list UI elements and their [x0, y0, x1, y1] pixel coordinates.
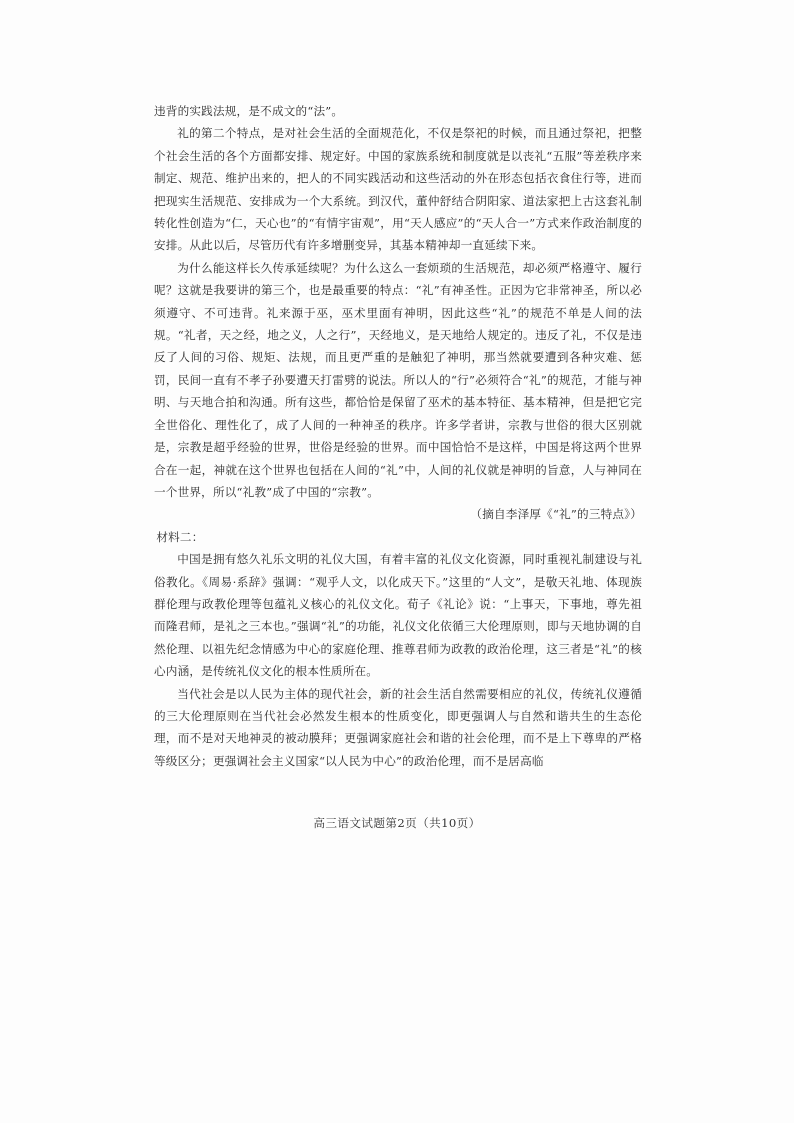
paragraph-continuation: 违背的实践法规，是不成文的“法”。 [154, 104, 344, 118]
paragraph-material-two-second: 当代社会是以人民为主体的现代社会，新的社会生活自然需要相应的礼仪，传统礼仪遵循的三大伦理原则在当代社会必然发生根本的性质变化，即更强调人与自然和谐共生的生态伦理，而不是对天地神灵的被动膜拜；更强调家庭社会和谐的社会伦理，而不是上下尊卑的严格等级区分；更强调社会主义国家“以人民为中心”的政治伦理，而不是居高临 [154, 686, 642, 768]
paragraph-material-two-first: 中国是拥有悠久礼乐文明的礼仪大国，有着丰富的礼仪文化资源，同时重视礼制建设与礼俗教化。《周易·系辞》强调：“观乎人文，以化成天下。”这里的“人文”，是敬天礼地、体现族群伦理与政教伦理等包蕴礼义核心的礼仪文化。荀子《礼论》说：“上事天，下事地，尊先祖而隆君师，是礼之三本也。”强调“礼”的功能，礼仪文化依循三大伦理原则，即与天地协调的自然伦理、以祖先纪念情感为中心的家庭伦理、推尊君师为政教的政治伦理，这三者是“礼”的核心内涵，是传统礼仪文化的根本性质所在。 [154, 552, 642, 679]
paragraph-third-feature: 为什么能这样长久传承延续呢？为什么这么一套烦琐的生活规范，却必须严格遵守、履行呢？这就是我要讲的第三个，也是最重要的特点：“礼”有神圣性。正因为它非常神圣，所以必须遵守、不可违背。礼来源于巫，巫术里面有神明，因此这些“礼”的规范不单是人间的法规。“礼者，天之经，地之义，人之行”，天经地义，是天地给人规定的。违反了礼，不仅是违反了人间的习俗、规矩、法规，而且更严重的是触犯了神明，那当然就要遭到各种灾难、惩罚，民间一直有不孝子孙要遭天打雷劈的说法。所以人的“行”必须符合“礼”的规范，才能与神明、与天地合拍和沟通。所有这些，都恰恰是保留了巫术的基本特征、基本精神，但是把它完全世俗化、理性化了，成了人间的一种神圣的秩序。许多学者讲，宗教与世俗的很大区别就是，宗教是超乎经验的世界，世俗是经验的世界。而中国恰恰不是这样，中国是将这两个世界合在一起，神就在这个世界也包括在人间的“礼”中，人间的礼仪就是神明的旨意，人与神同在一个世界，所以“礼教”成了中国的“宗教”。 [154, 260, 642, 499]
page-footer: 高三语文试题第2页（共10页） [313, 816, 481, 830]
source-citation: （摘自李泽厚《“礼”的三特点》） [470, 507, 642, 522]
paragraph-second-feature: 礼的第二个特点，是对社会生活的全面规范化，不仅是祭祀的时候，而且通过祭祀，把整个社会生活的各个方面都安排、规定好。中国的家族系统和制度就是以丧礼“五服”等差秩序来制定、规范、维护出来的，把人的不同实践活动和这些活动的外在形态包括衣食住行等，进而把现实生活规范、安排成为一个大系统。到汉代，董仲舒结合阴阳家、道法家把上古这套礼制转化性创造为“仁，天心也”的“有情宇宙观”，用“天人感应”的“天人合一”方式来作政治制度的安排。从此以后，尽管历代有许多增删变异，其基本精神却一直延续下来。 [154, 126, 642, 253]
passage-body [154, 100, 642, 772]
material-two-heading: 材料二： [156, 529, 204, 544]
